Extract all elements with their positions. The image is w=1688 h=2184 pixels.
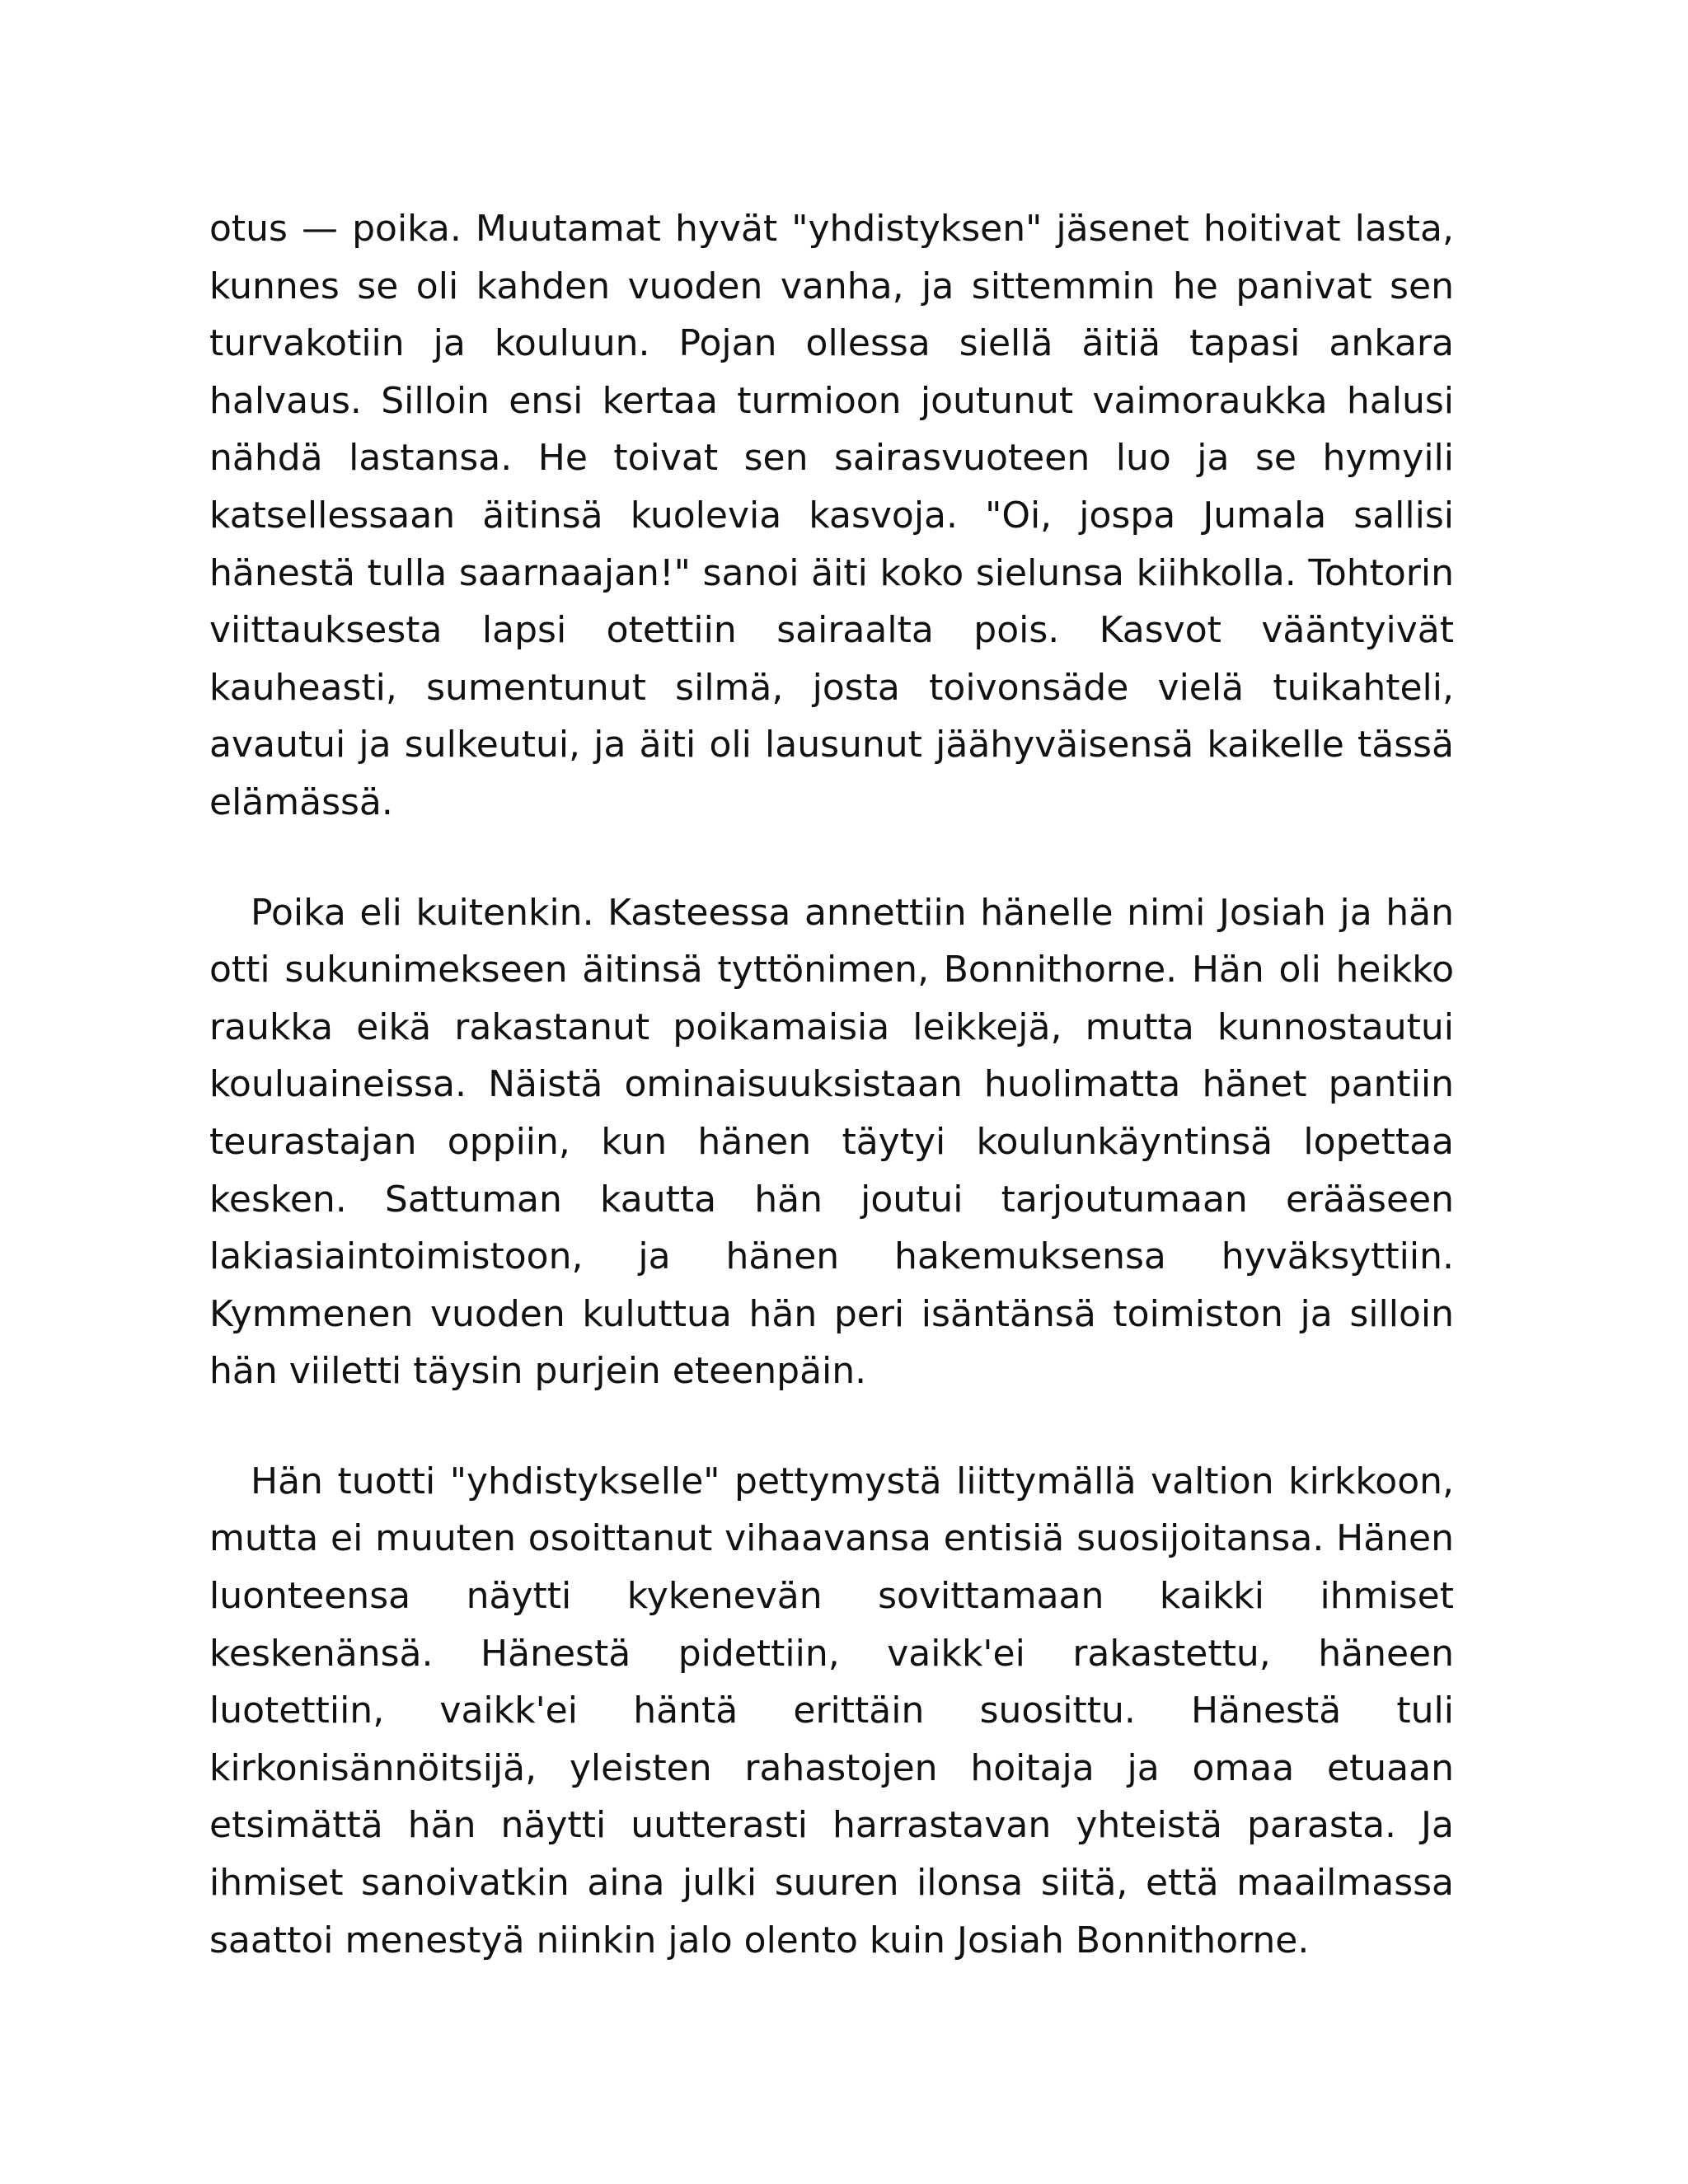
paragraph-1: otus — poika. Muutamat hyvät "yhdistyksen" jäsenet hoitivat lasta, kunnes se oli kahden vuoden vanha, ja sittemmin he panivat sen turvakotiin ja kouluun. Pojan ollessa siellä äitiä tapasi ankara halvaus. Silloin ensi kertaa turmioon joutunut vaimoraukka halusi nähdä lastansa. He toivat sen sairasvuoteen luo ja se hymyili katsellessaan äitinsä kuolevia kasvoja. "Oi, jospa Jumala sallisi hänestä tulla saarnaajan!" sanoi äiti koko sielunsa kiihkolla. Tohtorin viittauksesta lapsi otettiin sairaalta pois. Kasvot vääntyivät kauheasti, sumentunut silmä, josta toivonsäde vielä tuikahteli, avautui ja sulkeutui, ja äiti oli lausunut jäähyväisensä kaikelle tässä elämässä.: [209, 208, 1454, 823]
body-text: [209, 200, 1454, 1969]
paragraph-2: Poika eli kuitenkin. Kasteessa annettiin hänelle nimi Josiah ja hän otti sukunimekseen äitinsä tyttönimen, Bonnithorne. Hän oli heikko raukka eikä rakastanut poikamaisia leikkejä, mutta kunnostautui kouluaineissa. Näistä ominaisuuksistaan huolimatta hänet pantiin teurastajan oppiin, kun hänen täytyi koulunkäyntinsä lopettaa kesken. Sattuman kautta hän joutui tarjoutumaan erääseen lakiasiaintoimistoon, ja hänen hakemuksensa hyväksyttiin. Kymmenen vuoden kuluttua hän peri isäntänsä toimiston ja silloin hän viiletti täysin purjein eteenpäin.: [209, 891, 1454, 1393]
paragraph-3: Hän tuotti "yhdistykselle" pettymystä liittymällä valtion kirkkoon, mutta ei muuten osoittanut vihaavansa entisiä suosijoitansa. Hänen luonteensa näytti kykenevän sovittamaan kaikki ihmiset keskenänsä. Hänestä pidettiin, vaikk'ei rakastettu, häneen luotettiin, vaikk'ei häntä erittäin suosittu. Hänestä tuli kirkonisännöitsijä, yleisten rahastojen hoitaja ja omaa etuaan etsimättä hän näytti uutterasti harrastavan yhteistä parasta. Ja ihmiset sanoivatkin aina julki suuren ilonsa siitä, että maailmassa saattoi menestyä niinkin jalo olento kuin Josiah Bonnithorne.: [209, 1460, 1454, 1961]
